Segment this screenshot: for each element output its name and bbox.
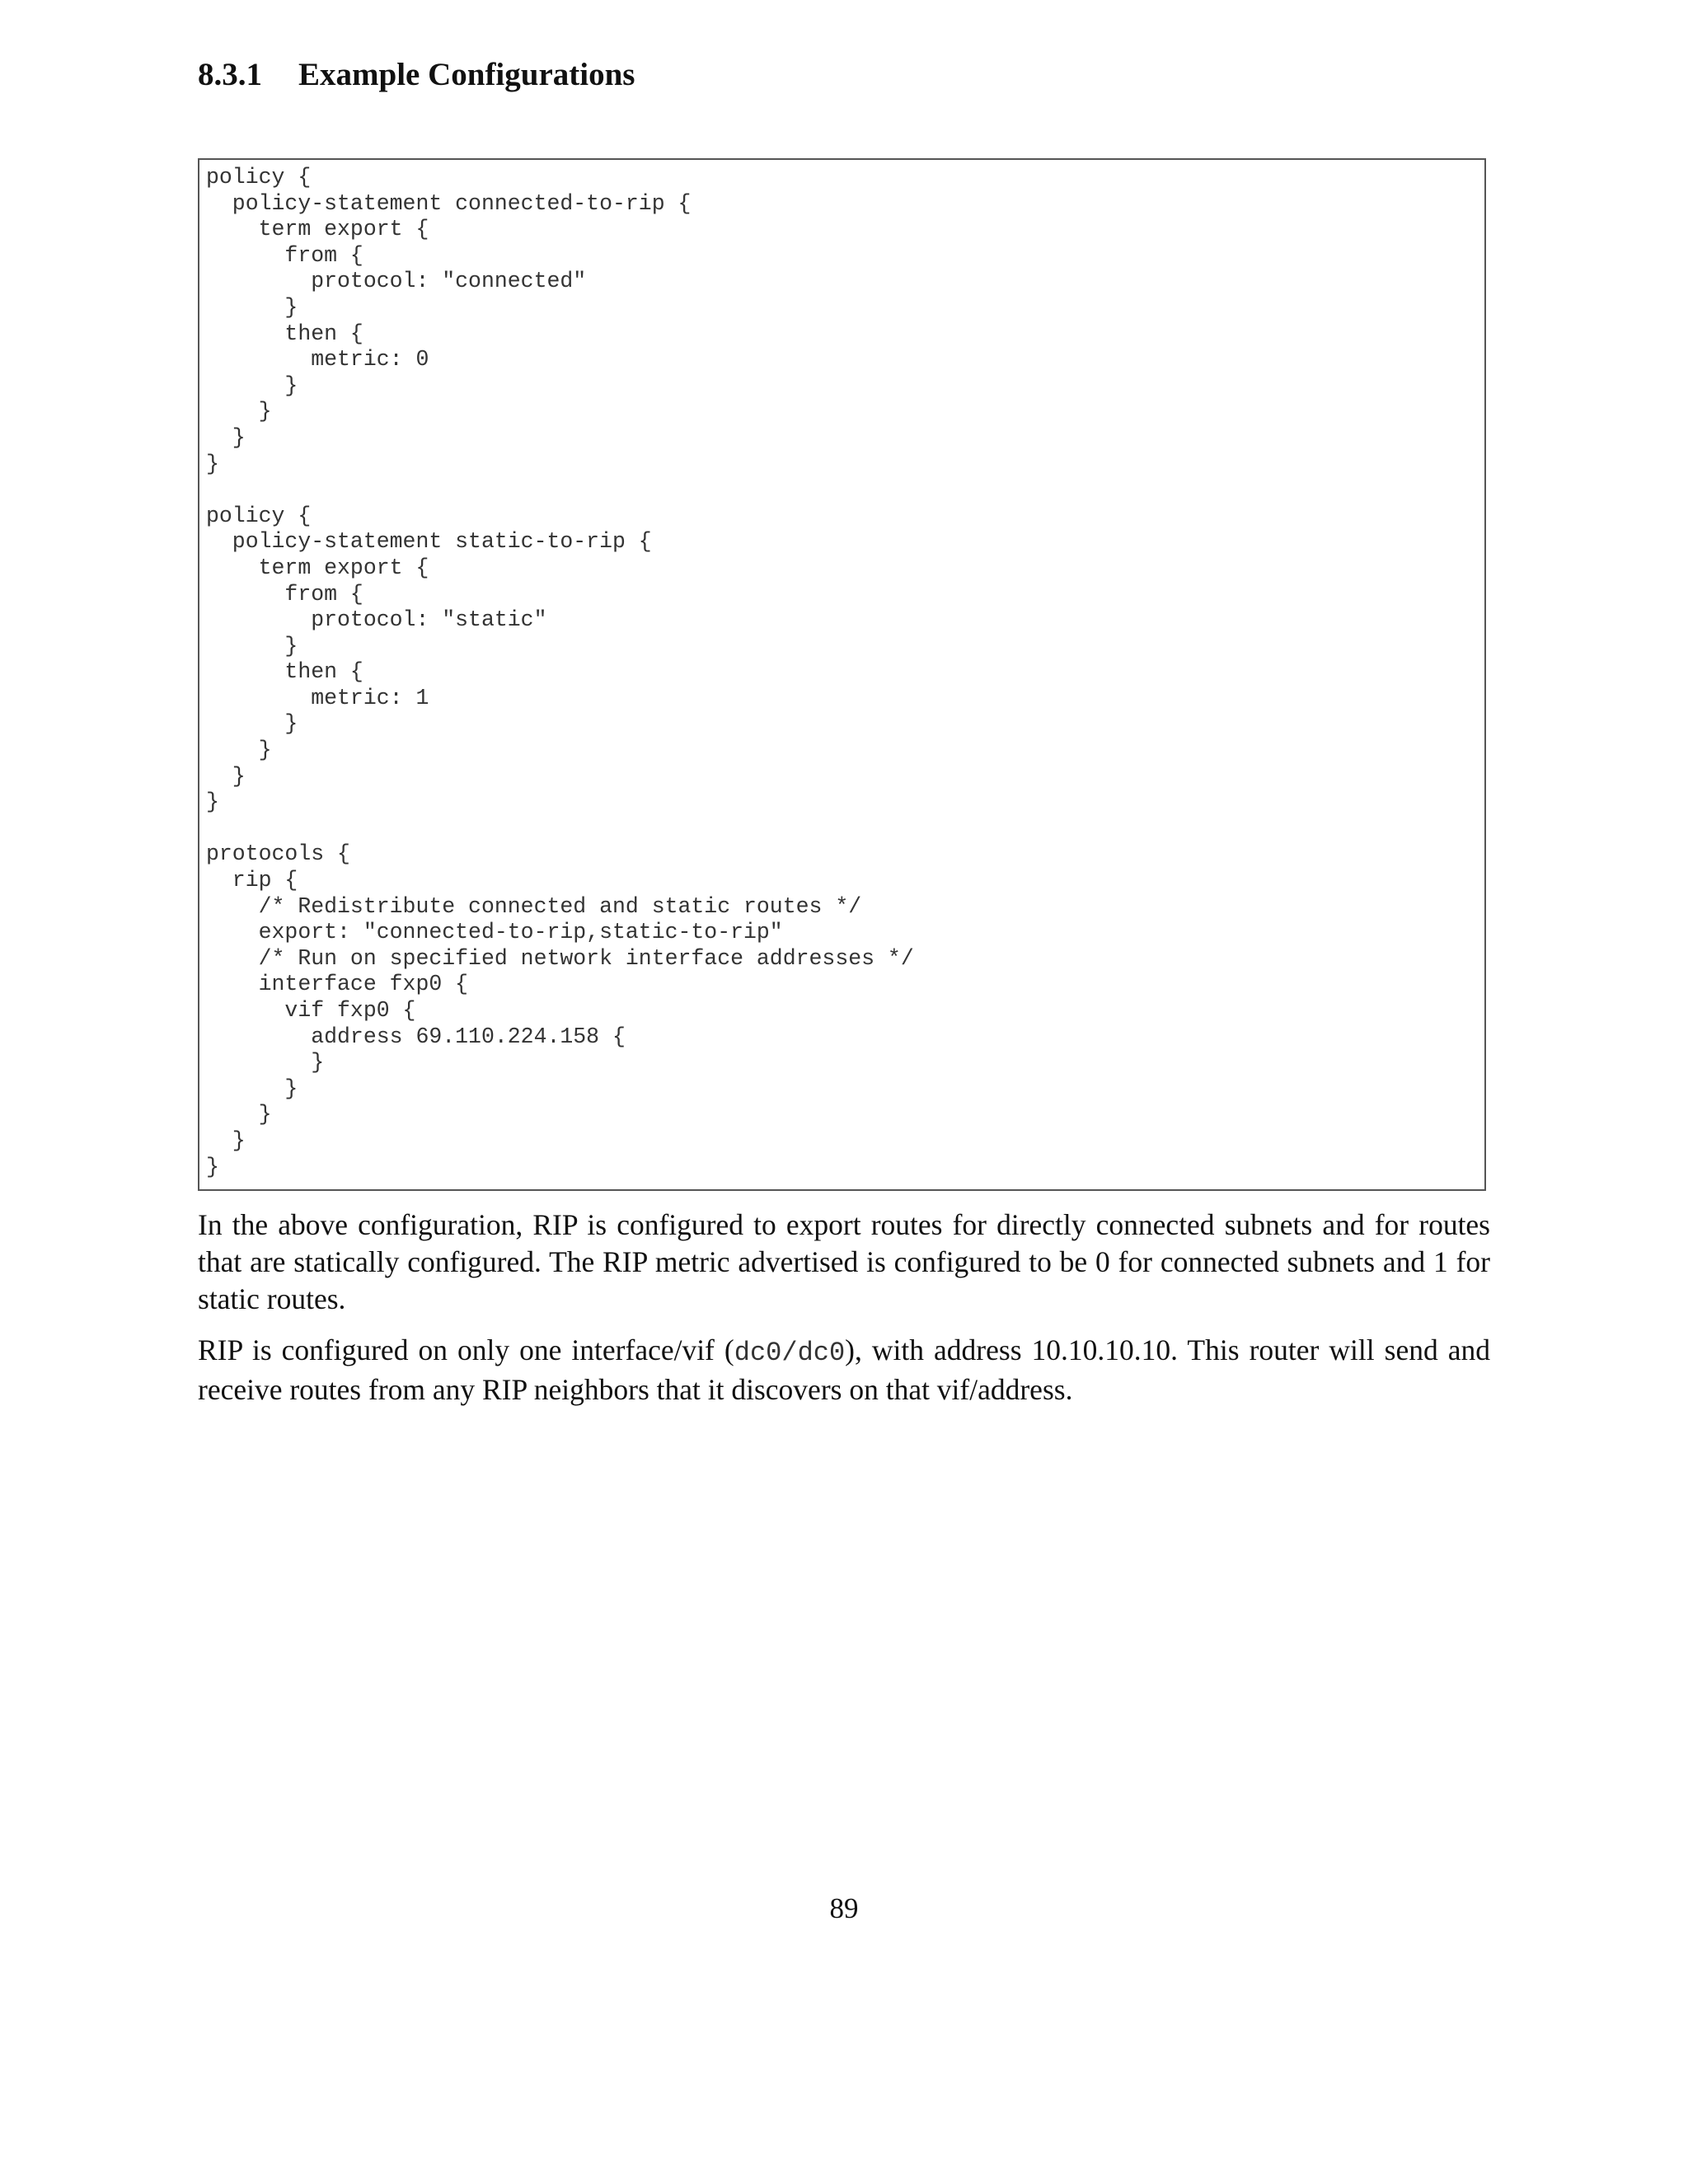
explanation-paragraph-1: In the above configuration, RIP is configured to export routes for directly connected subnets and for routes that are statically configured. The RIP metric advertised is configured to be 0 for connected subnets and 1 for static routes. [198,1208,1490,1315]
config-code-listing: policy { policy-statement connected-to-rip { term export { from { protocol: "connected" } then { metric: 0 } } } } policy { policy-statement static-to-rip { term export { from { protocol: "static" } then { metric: 1 } } } } protocols { rip { /* Redistribute connected and static routes */ export: "connected-to-rip,static-to-rip" /* Run on specified network interface addresses */ interface fxp0 { vif fxp0 { address 69.110.224.158 { } } } } } [206,165,914,1179]
paragraph-2-text-end: ), with address 10.10.10.10. This router will send and receive routes from any RIP neighbors that it discovers on that vif/address. [198,1333,1490,1406]
page-number: 89 [829,1892,859,1924]
paragraph-2-text-start: RIP is configured on only one interface/vif ( [198,1333,734,1366]
section-number: 8.3.1 [198,57,262,92]
section-title: Example Configurations [298,57,635,92]
interface-vif-code: dc0/dc0 [734,1338,846,1368]
code-listing-box [198,158,1486,1191]
section-heading [198,56,635,93]
explanation-paragraph-2 [198,1332,1490,1408]
